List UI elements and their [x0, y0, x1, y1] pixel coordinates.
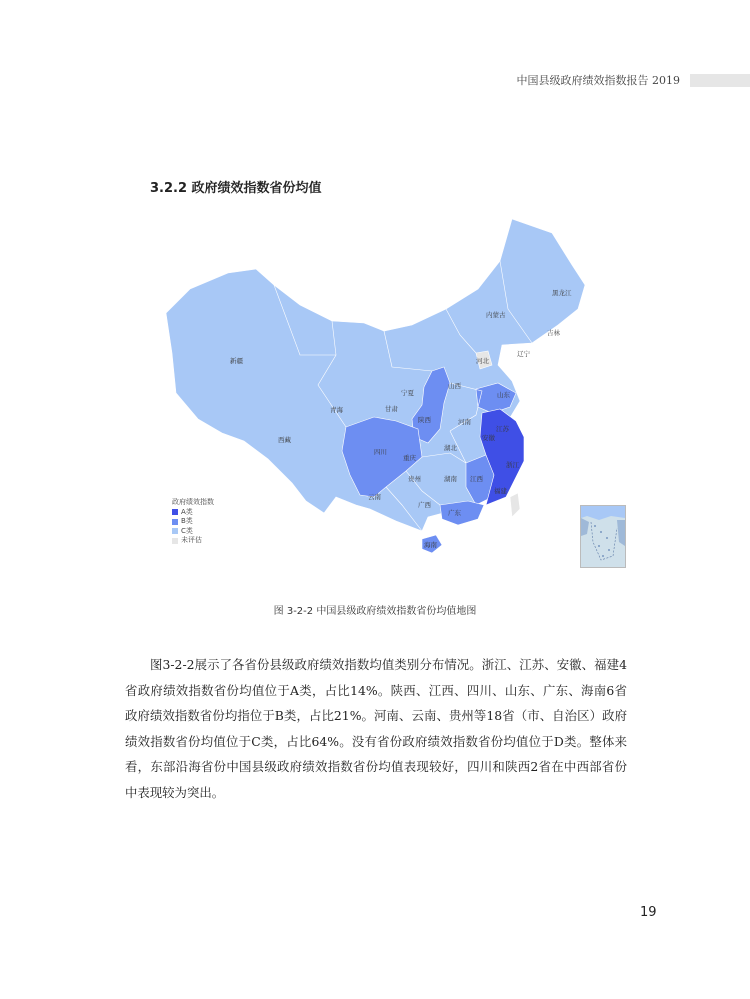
legend-item: [172, 527, 214, 537]
label-shandong: 山东: [497, 391, 510, 399]
figure-caption: 图 3-2-2 中国县级政府绩效指数省份均值地图: [273, 606, 477, 617]
map-region-guangdong: [440, 501, 484, 525]
label-zhejiang: 浙江: [506, 461, 519, 469]
label-heilongjiang: 黑龙江: [552, 289, 572, 297]
section-title: 3.2.2 政府绩效指数省份均值: [150, 181, 322, 196]
label-shaanxi: 陕西: [418, 416, 431, 424]
label-guangxi: 广西: [418, 501, 431, 509]
legend-label: B类: [181, 517, 193, 525]
label-xinjiang: 新疆: [230, 357, 243, 365]
legend-item: [172, 536, 214, 546]
legend-label: 未评估: [181, 536, 202, 544]
legend-swatch: [172, 509, 178, 515]
body-paragraph: 图3-2-2展示了各省份县级政府绩效指数均值类别分布情况。浙江、江苏、安徽、福建4省政府绩效指数省份均值位于A类，占比14%。陕西、江西、四川、山东、广东、海南6省政府绩效指数省份均指位于B类，占比21%。河南、云南、贵州等18省（市、自治区）政府绩效指数省份均值位于C类，占比64%。没有省份政府绩效指数省份均值位于D类。整体来看，东部沿海省份中国县级政府绩效指数省份均值表现较好，四川和陕西2省在中西部省份中表现较为突出。: [125, 657, 627, 800]
label-jilin: 吉林: [547, 329, 560, 337]
label-qinghai: 青海: [330, 406, 343, 414]
legend-title: 政府绩效指数: [172, 498, 214, 506]
running-header: 中国县级政府绩效指数报告 2019: [516, 74, 680, 87]
label-sichuan: 四川: [374, 448, 387, 456]
china-map: [160, 205, 640, 570]
label-gansu: 甘肃: [385, 405, 398, 413]
label-chongqing: 重庆: [403, 454, 416, 462]
china-map-svg: [160, 205, 640, 570]
label-shanxi: 山西: [448, 382, 461, 390]
south-china-sea-inset-map: [581, 506, 625, 567]
legend-swatch: [172, 538, 178, 544]
label-neimenggu: 内蒙古: [486, 311, 506, 319]
label-yunnan: 云南: [368, 493, 381, 501]
label-henan: 河南: [458, 418, 471, 426]
label-jiangsu: 江苏: [496, 425, 509, 433]
map-region-taiwan: [510, 493, 520, 517]
legend-label: C类: [181, 526, 193, 535]
south-china-sea-inset: [580, 505, 626, 568]
label-guizhou: 贵州: [408, 475, 421, 483]
legend-item: [172, 508, 214, 518]
label-guangdong: 广东: [448, 509, 461, 517]
label-ningxia: 宁夏: [401, 389, 414, 397]
map-legend: [172, 498, 214, 546]
legend-swatch: [172, 519, 178, 525]
page-number: 19: [640, 905, 657, 920]
label-jiangxi: 江西: [470, 475, 483, 483]
label-hebei: 河北: [476, 357, 489, 365]
label-hubei: 湖北: [444, 444, 457, 452]
legend-item: [172, 517, 214, 527]
label-anhui: 安徽: [482, 434, 495, 442]
label-hainan: 海南: [424, 541, 437, 549]
label-liaoning: 辽宁: [517, 350, 530, 358]
label-hunan: 湖南: [444, 475, 457, 483]
legend-label: A类: [181, 507, 193, 516]
label-xizang: 西藏: [278, 436, 291, 444]
legend-swatch: [172, 528, 178, 534]
label-fujian: 福建: [494, 487, 507, 495]
header-bar: [690, 74, 750, 87]
